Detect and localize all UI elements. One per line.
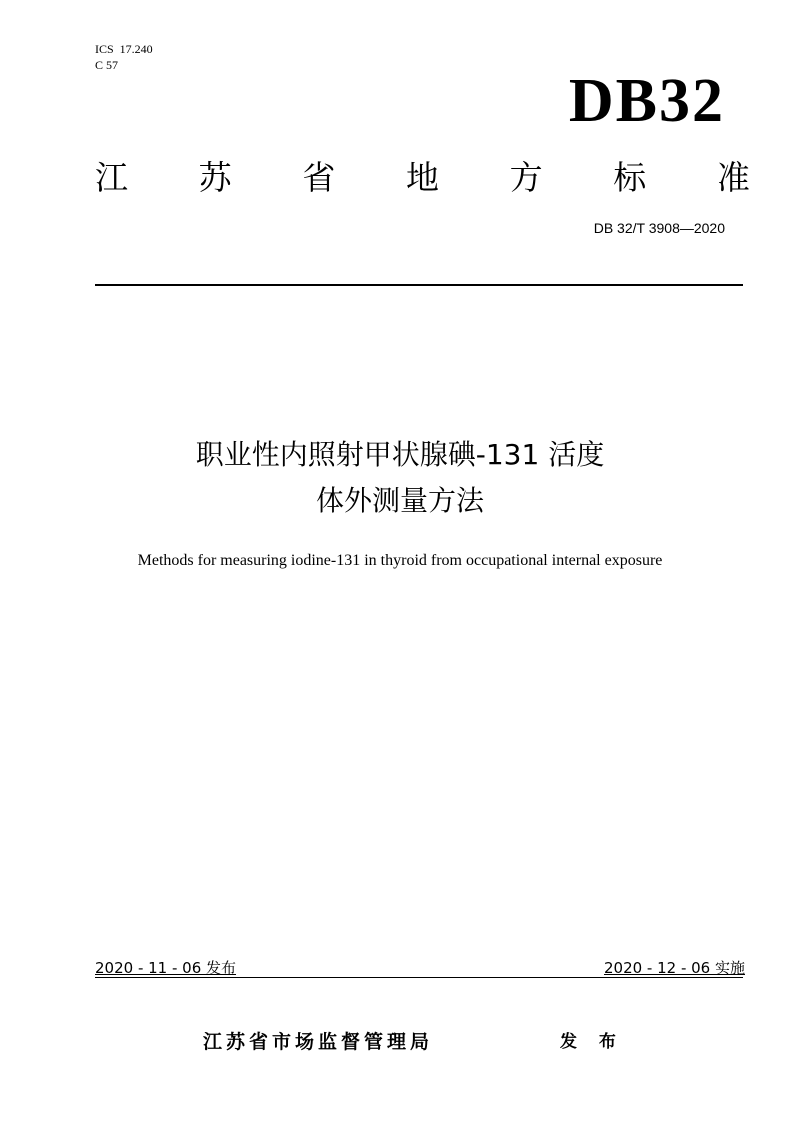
db-logo: DB32 (568, 67, 725, 135)
standard-type-char: 苏 (198, 158, 232, 197)
ccs-code: C 57 (95, 58, 119, 72)
title-line-1: 职业性内照射甲状腺碘-131 活度 (195, 438, 605, 471)
standard-type-char: 江 (95, 158, 128, 197)
implementation-date: 2020 - 12 - 06 实施 (603, 959, 745, 977)
ics-code: ICS 17.240 (95, 42, 153, 56)
header-divider (95, 284, 743, 286)
standard-number: DB 32/T 3908—2020 (593, 220, 725, 236)
standard-type-char: 方 (509, 158, 543, 197)
standard-type-char: 省 (302, 158, 336, 197)
english-title: Methods for measuring iodine-131 in thyroid from occupational internal exposure (137, 552, 663, 569)
standard-type-char: 地 (405, 158, 439, 197)
document-title (95, 432, 705, 524)
standard-type-char: 准 (716, 158, 750, 197)
standard-type-char: 标 (613, 158, 647, 197)
standard-type-title (95, 158, 750, 198)
issue-date: 2020 - 11 - 06 发布 (95, 959, 237, 977)
title-line-2: 体外测量方法 (315, 484, 484, 517)
classification-codes (95, 41, 153, 73)
footer-divider (95, 977, 743, 978)
issued-label: 发 布 (560, 1032, 624, 1052)
issuing-authority: 江苏省市场监督管理局 (203, 1031, 434, 1053)
